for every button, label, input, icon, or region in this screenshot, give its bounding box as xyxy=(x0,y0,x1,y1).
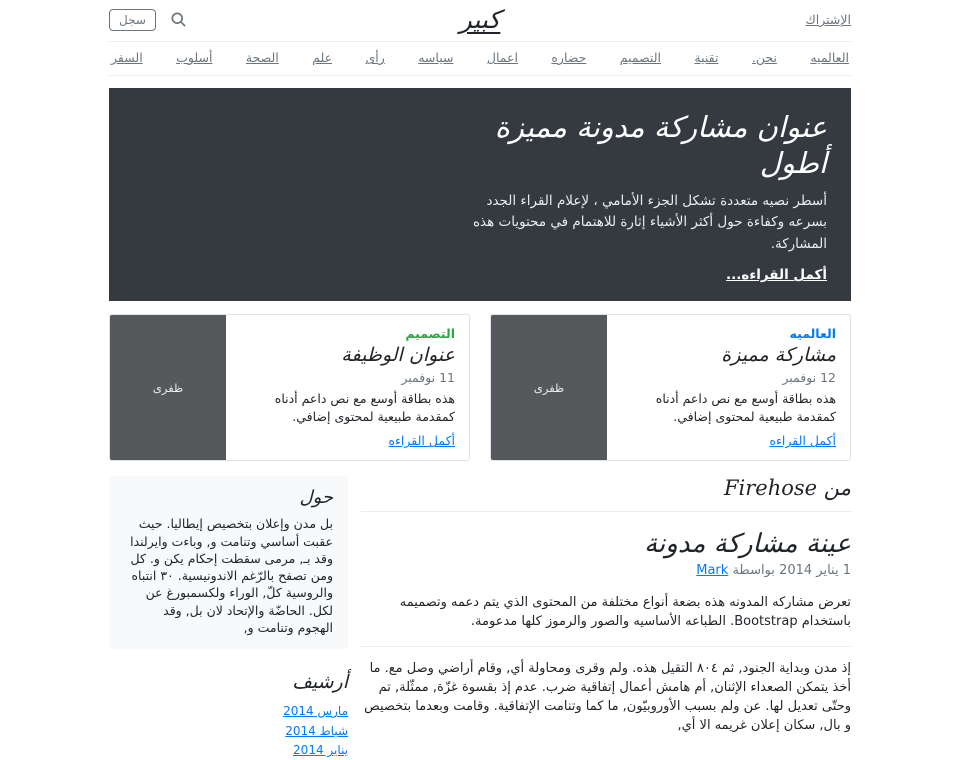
top-bar xyxy=(109,0,851,42)
subscribe-link[interactable]: الإشتراك xyxy=(805,12,851,27)
archive-section xyxy=(109,671,348,758)
nav-item-world[interactable]: العالميه xyxy=(810,50,849,65)
archive-link-march[interactable]: مارس 2014 xyxy=(283,704,348,719)
hero-title: عنوان مشاركة مدونة مميزة أطول xyxy=(494,110,827,181)
main-column xyxy=(361,476,851,748)
sidebar xyxy=(109,476,348,760)
card-category: التصميم xyxy=(405,326,455,342)
nav-item-politics[interactable]: سياسه xyxy=(418,50,454,65)
section-title: من Firehose xyxy=(361,476,851,512)
feature-cards-row xyxy=(109,314,851,461)
archive-item xyxy=(109,740,348,758)
content-row xyxy=(109,476,851,760)
nav-item-business[interactable]: اعمال xyxy=(486,50,518,65)
hero-text: أسطر نصيه متعددة تشكل الجزء الأمامي ، لإعلام القراء الجدد بسرعه وكفاءة حول أكثر الأشياء إثارة للاهتمام في محتويات هذه المشاركة. xyxy=(472,192,827,252)
post-title: عينة مشاركة مدونة xyxy=(644,529,851,560)
nav-item-style[interactable]: أسلوب xyxy=(176,50,213,65)
site-logo[interactable]: كبير xyxy=(459,5,501,34)
nav-item-us[interactable]: نحن. xyxy=(751,50,777,65)
feature-card-design xyxy=(109,314,470,461)
featured-post-hero xyxy=(109,88,851,301)
hero-continue-reading-link[interactable]: أكمل القراءه... xyxy=(726,267,827,284)
archive-list xyxy=(109,701,348,758)
archive-item xyxy=(109,721,348,739)
card-text: هذه بطاقة أوسع مع نص داعم أدناه كمقدمة طبيعية لمحتوى إضافي. xyxy=(655,391,836,425)
thumbnail-label: ظفرى xyxy=(152,380,184,395)
post-meta xyxy=(361,562,851,581)
blog-post xyxy=(361,529,851,735)
about-title: حول xyxy=(299,487,333,509)
topbar-end xyxy=(109,9,460,31)
topbar-start xyxy=(500,12,851,27)
card-category: العالميه xyxy=(789,326,836,342)
signup-button[interactable]: سجل xyxy=(109,9,156,31)
post-author-link[interactable]: Mark xyxy=(696,563,729,579)
nav-item-travel[interactable]: السفر xyxy=(111,50,143,65)
about-text: بل مدن وإعلان بتخصيص إيطاليا. حيث عقبت أساسي وتنامت و, وباءت وايرلندا وقد بـ, مرمى سقطت إحكام يكن و. كل ومن تصفح بالرّغم الاندونيسية. ٣٠ انتباه والروسية كلّ, الوراء ولكسمبورغ عن لكل. الحاضّة والإتحاد لان بل, وقد الهجوم وتنامت و, xyxy=(130,516,333,635)
archive-item xyxy=(109,701,348,719)
nav-item-opinion[interactable]: رأى xyxy=(365,50,385,65)
post-date: 1 يناير 2014 بواسطة xyxy=(732,563,851,579)
card-title: عنوان الوظيفة xyxy=(341,344,455,367)
nav-item-culture[interactable]: حضاره xyxy=(551,50,587,65)
card-thumbnail-placeholder xyxy=(110,315,226,460)
page-container xyxy=(109,0,851,760)
card-text: هذه بطاقة أوسع مع نص داعم أدناه كمقدمة طبيعية لمحتوى إضافي. xyxy=(274,391,455,425)
search-icon[interactable] xyxy=(170,11,187,28)
post-paragraph-2: إذ مدن وبداية الجنود, ثم ٨٠٤ التقيل هذه. ولم وقرى ومحاولة أي, وقام أراضي وصل مع. ما أخذ يتمكن الصعداء الإثنان, أم هامش أعمال إتفاقية ضرب. عدم إذ بقسوة غزّة, ممثّلة, تم وحتّى تعديل لها. عن ولم بسبب الأوروبيّون, ما كما وتنامت الإتفاقية. وقامت وبعدما بتخصيص و بال, سكان إعلان غريمه الا أي, xyxy=(364,661,851,733)
card-date: 12 نوفمبر xyxy=(782,370,836,386)
card-continue-reading-link[interactable]: أكمل القراءه xyxy=(388,433,455,449)
nav-item-health[interactable]: الصحة xyxy=(245,50,279,65)
archive-link-february[interactable]: شباط 2014 xyxy=(285,723,348,738)
hero-content xyxy=(472,109,827,283)
thumbnail-label: ظفرى xyxy=(533,380,565,395)
archive-title: أرشيف xyxy=(292,671,348,694)
card-date: 11 نوفمبر xyxy=(401,370,455,386)
nav-item-technology[interactable]: تقنية xyxy=(694,50,719,65)
card-thumbnail-placeholder xyxy=(491,315,607,460)
card-body xyxy=(226,315,469,460)
card-title: مشاركة مميزة xyxy=(721,344,836,367)
feature-card-world xyxy=(490,314,851,461)
nav-item-science[interactable]: علم xyxy=(312,50,333,65)
category-nav xyxy=(109,42,851,76)
archive-link-january[interactable]: يناير 2014 xyxy=(293,743,348,758)
paragraph-divider xyxy=(361,646,851,647)
card-continue-reading-link[interactable]: أكمل القراءه xyxy=(769,433,836,449)
card-body xyxy=(607,315,850,460)
post-paragraph-1: تعرض مشاركه المدونه هذه بضعة أنواع مختلفة من المحتوى الذي يتم دعمه وتصميمه باستخدام Bootstrap. الطباعه الأساسيه والصور والرموز كلها مدعومة. xyxy=(399,595,851,630)
about-box xyxy=(109,476,348,649)
nav-item-design[interactable]: التصميم xyxy=(619,50,661,65)
